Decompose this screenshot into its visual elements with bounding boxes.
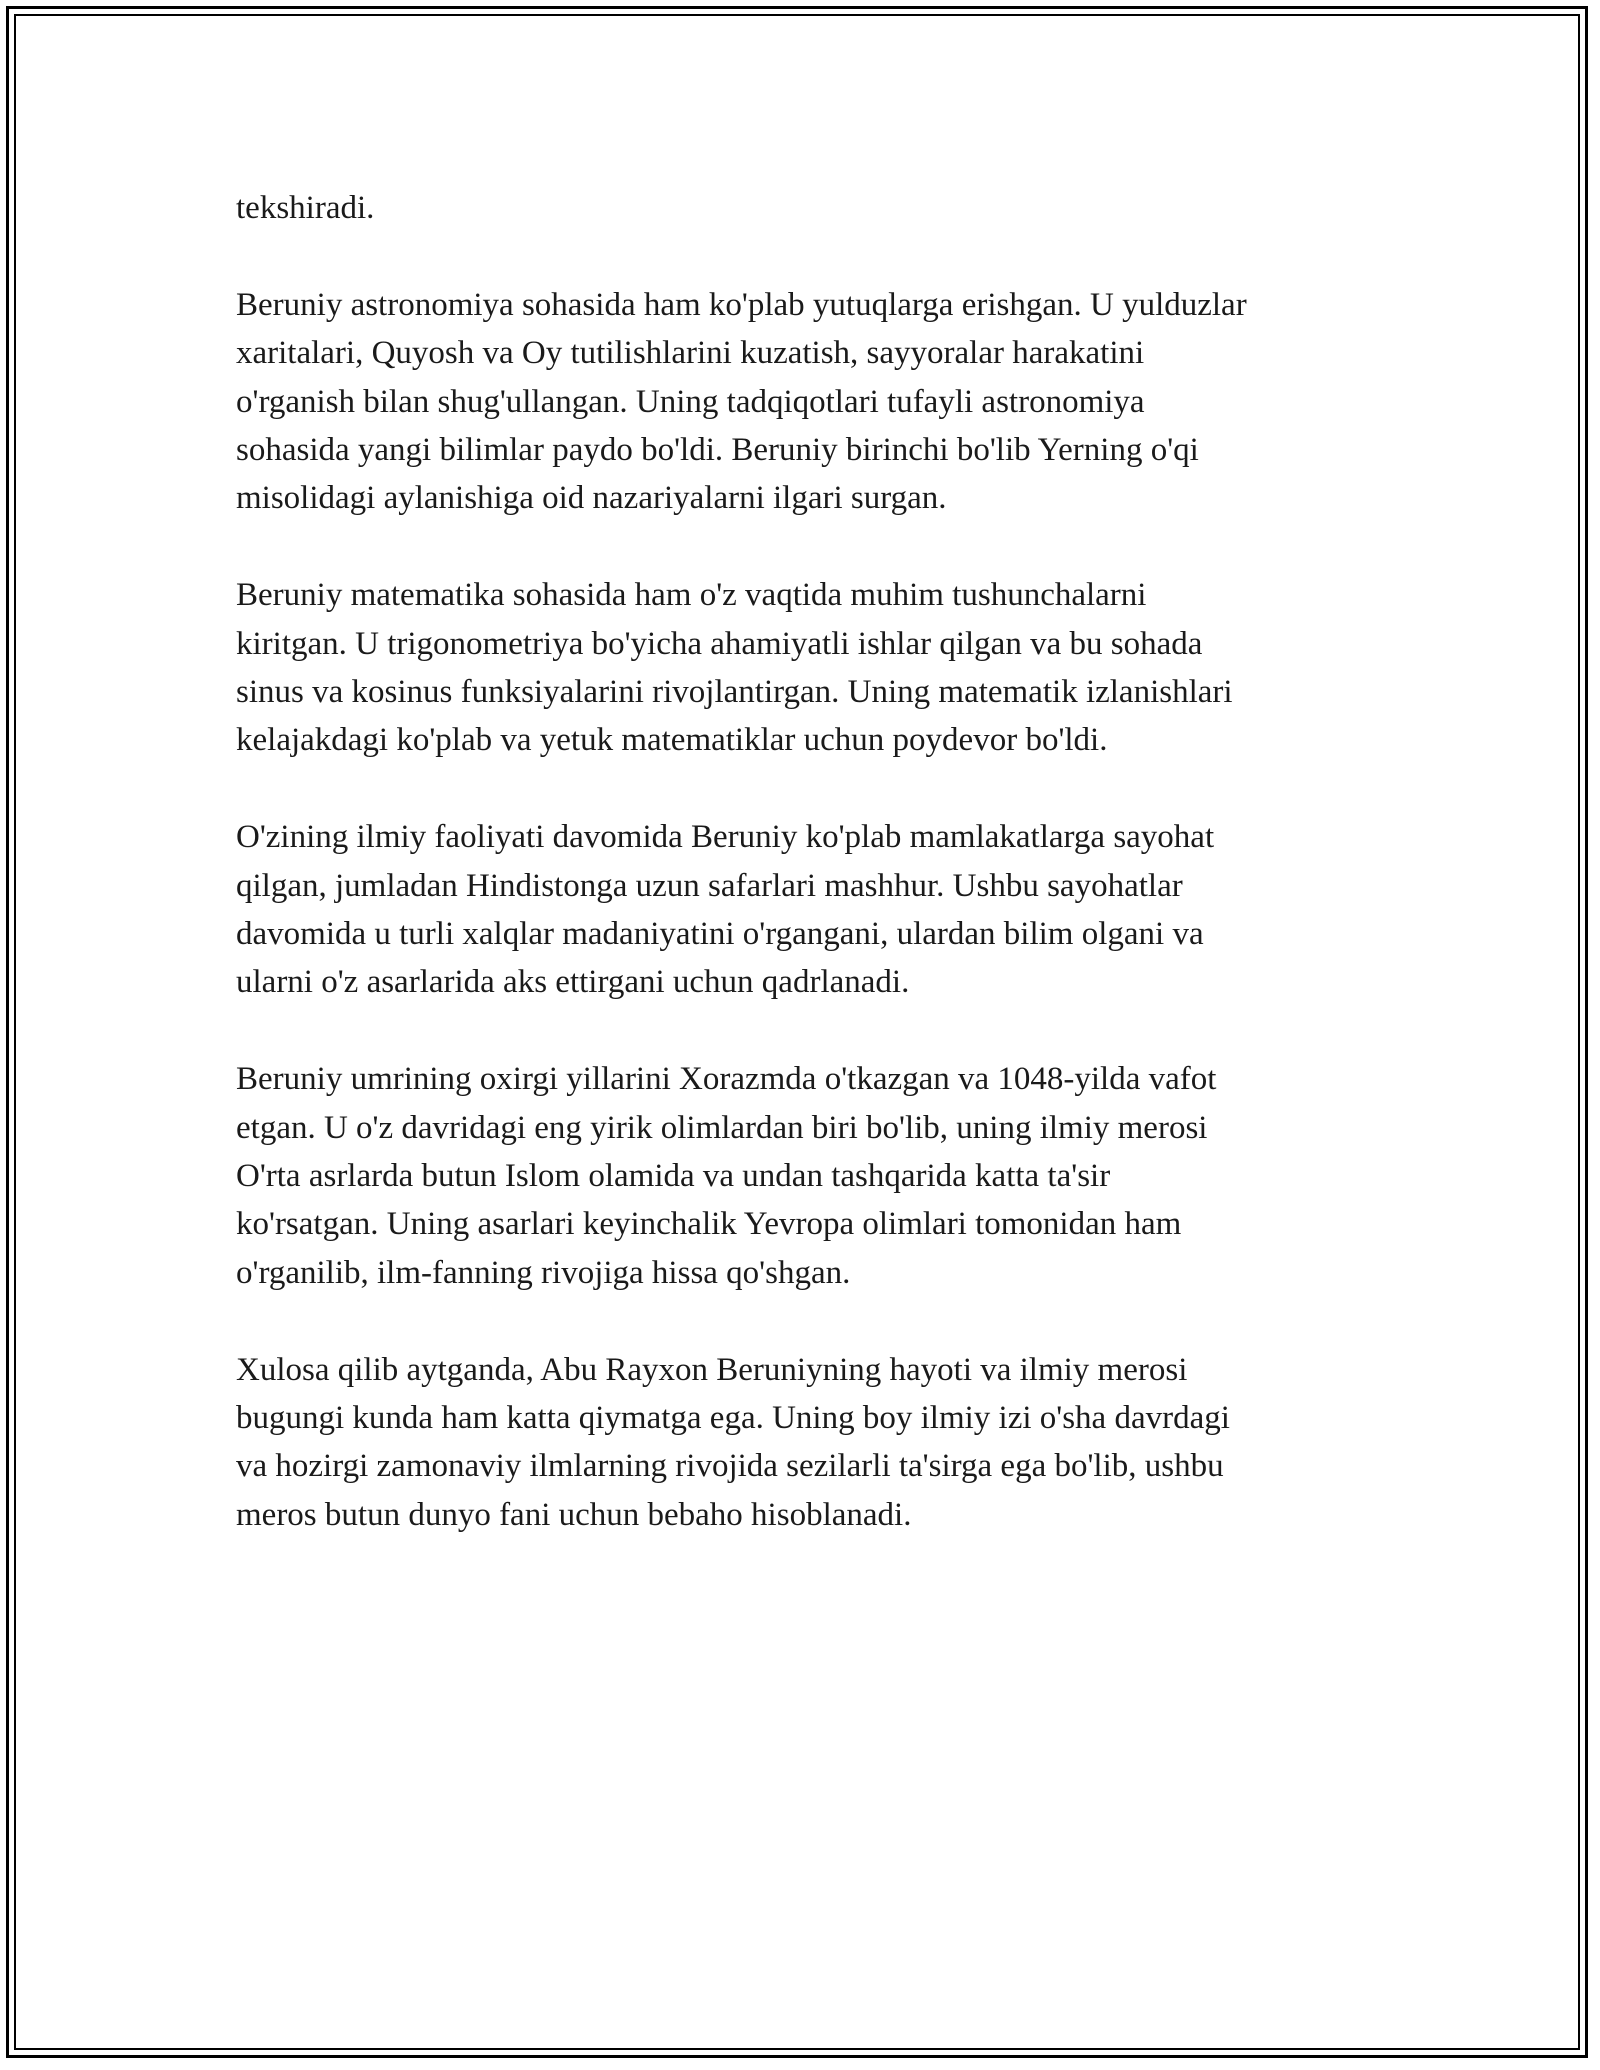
document-body bbox=[236, 184, 1386, 1588]
paragraph-astronomy: Beruniy astronomiya sohasida ham ko'plab yutuqlarga erishgan. U yulduzlar xaritalari, Quyosh va Oy tutilishlarini kuzatish, sayyoralar harakatini o'rganish bilan shug'ullangan. Uning tadqiqotlari tufayli astronomiya sohasida yangi bilimlar paydo bo'ldi. Beruniy birinchi bo'lib Yerning o'qi misolidagi aylanishiga oid nazariyalarni ilgari surgan. bbox=[236, 286, 1247, 517]
paragraph-travels: O'zining ilmiy faoliyati davomida Beruniy ko'plab mamlakatlarga sayohat qilgan, jumladan Hindistonga uzun safarlari mashhur. Ushbu sayohatlar davomida u turli xalqlar madaniyatini o'rgangani, ulardan bilim olgani va ularni o'z asarlarida aks ettirgani uchun qadrlanadi. bbox=[236, 819, 1215, 1001]
paragraph-mathematics: Beruniy matematika sohasida ham o'z vaqtida muhim tushunchalarni kiritgan. U trigonometriya bo'yicha ahamiyatli ishlar qilgan va bu sohada sinus va kosinus funksiyalarini rivojlantirgan. Uning matematik izlanishlari kelajakdagi ko'plab va yetuk matematiklar uchun poydevor bo'ldi. bbox=[236, 577, 1233, 759]
paragraph-final-years: Beruniy umrining oxirgi yillarini Xorazmda o'tkazgan va 1048-yilda vafot etgan. U o'z davridagi eng yirik olimlardan biri bo'lib, uning ilmiy merosi O'rta asrlarda butun Islom olamida va undan tashqarida katta ta'sir ko'rsatgan. Uning asarlari keyinchalik Yevropa olimlari tomonidan ham o'rganilib, ilm-fanning rivojiga hissa qo'shgan. bbox=[236, 1061, 1217, 1291]
paragraph-conclusion: Xulosa qilib aytganda, Abu Rayxon Beruniyning hayoti va ilmiy merosi bugungi kunda ham katta qiymatga ega. Uning boy ilmiy izi o'sha davrdagi va hozirgi zamonaviy ilmlarning rivojida sezilarli ta'sirga ega bo'lib, ushbu meros butun dunyo fani uchun bebaho hisoblanadi. bbox=[236, 1351, 1230, 1533]
paragraph-continuation: tekshiradi. bbox=[236, 190, 375, 226]
